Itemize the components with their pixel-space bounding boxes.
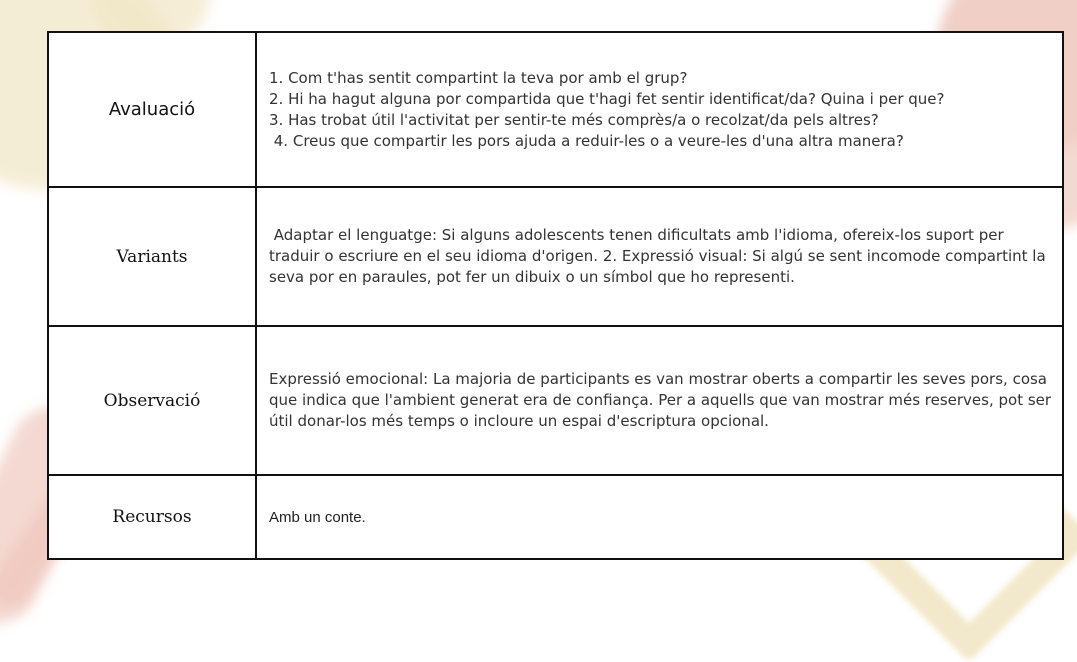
table-row-recursos	[48, 475, 1063, 559]
question-1: 1. Com t'has sentit compartint la teva por amb el grup?	[269, 68, 688, 87]
resources-text: Amb un conte.	[256, 475, 1063, 559]
question-3: 3. Has trobat útil l'activitat per sentir-te més comprès/a o recolzat/da pels altres?	[269, 110, 879, 129]
evaluation-questions	[256, 32, 1063, 187]
row-label-variants: Variants	[48, 187, 256, 326]
question-4: 4. Creus que compartir les pors ajuda a reduir-les o a veure-les d'una altra manera?	[269, 131, 904, 150]
row-label-observacio: Observació	[48, 326, 256, 475]
row-label-recursos: Recursos	[48, 475, 256, 559]
row-label-avaluacio: Avaluació	[48, 32, 256, 187]
question-2: 2. Hi ha hagut alguna por compartida que t'hagi fet sentir identificat/da? Quina i per que?	[269, 89, 945, 108]
variants-text: Adaptar el lenguatge: Si alguns adolescents tenen dificultats amb l'idioma, ofereix-los suport per traduir o escriure en el seu idioma d'origen. 2. Expressió visual: Si algú se sent incomode compartint la seva por en paraules, pot fer un dibuix o un símbol que ho representi.	[256, 187, 1063, 326]
activity-plan-table	[47, 31, 1064, 560]
table-row-observacio	[48, 326, 1063, 475]
table-row-variants	[48, 187, 1063, 326]
table-row-avaluacio	[48, 32, 1063, 187]
observation-text: Expressió emocional: La majoria de participants es van mostrar oberts a compartir les seves pors, cosa que indica que l'ambient generat era de confiança. Per a aquells que van mostrar més reserves, pot ser útil donar-los més temps o incloure un espai d'escriptura opcional.	[256, 326, 1063, 475]
